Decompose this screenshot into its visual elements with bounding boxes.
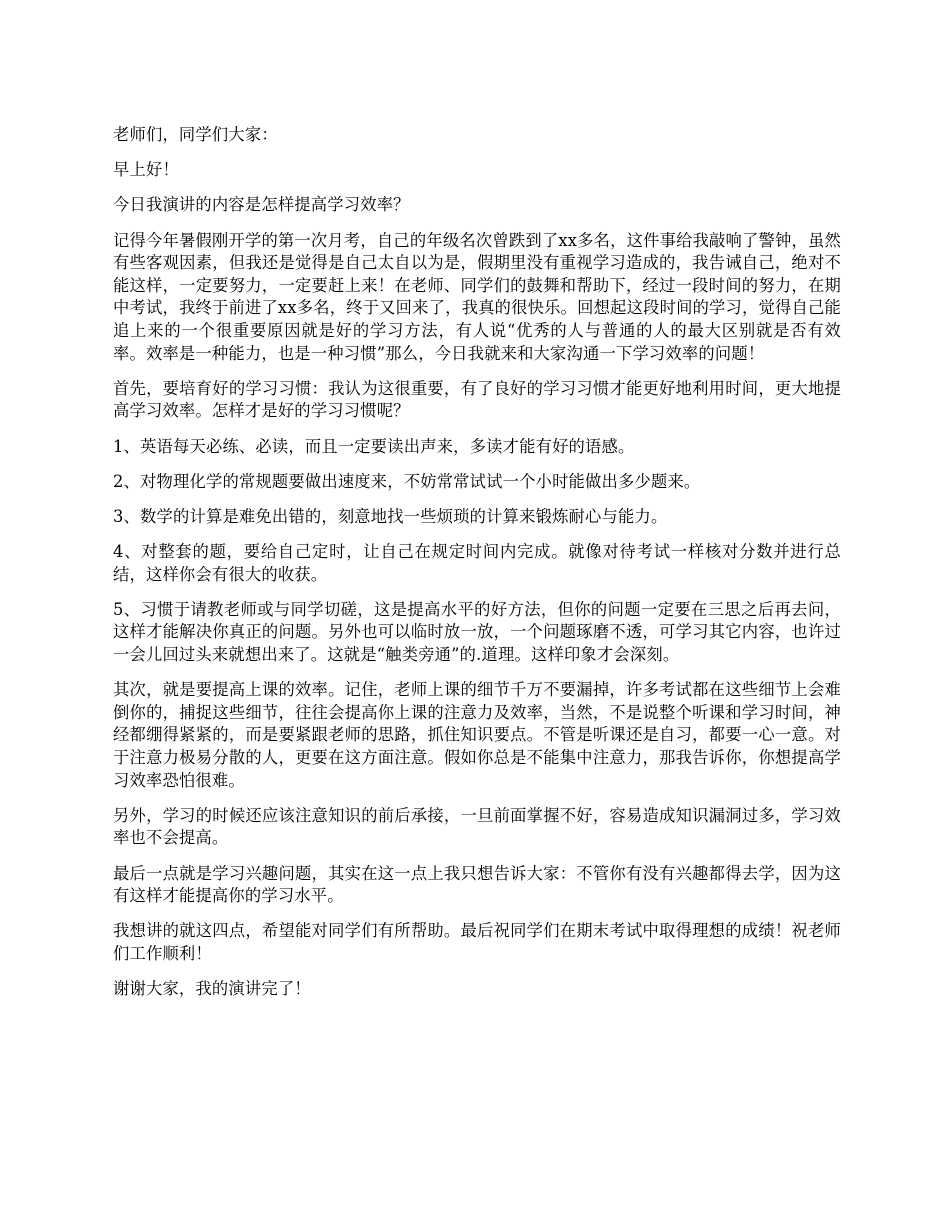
- salutation: 老师们，同学们大家：: [113, 125, 278, 144]
- paragraph-class-efficiency: 其次，就是要提高上课的效率。记住，老师上课的细节千万不要漏掉，许多考试都在这些细节上会难倒你的，捕捉这些细节，往往会提高你上课的注意力及效率，当然，不是说整个听课和学习时间，神经都绷得紧紧的，而是要紧跟老师的思路，抓住知识要点。不管是听课还是自习，都要一心一意。对于注意力极易分散的人，更要在这方面注意。假如你总是不能集中注意力，那我告诉你，你想提高学习效率恐怕很难。: [113, 680, 841, 790]
- thanks: 谢谢大家，我的演讲完了！: [113, 979, 311, 999]
- list-item-2: 2、对物理化学的常规题要做出速度来，不妨常常试试一个小时能做出多少题来。: [113, 471, 701, 491]
- paragraph-habits: 首先，要培育好的学习习惯：我认为这很重要，有了良好的学习习惯才能更好地利用时间，更大地提高学习效率。怎样才是好的学习习惯呢？: [113, 378, 841, 421]
- paragraph-closing: 我想讲的就这四点，希望能对同学们有所帮助。最后祝同学们在期末考试中取得理想的成绩！祝老师们工作顺利！: [113, 921, 841, 963]
- paragraph-knowledge: 另外，学习的时候还应该注意知识的前后承接，一旦前面掌握不好，容易造成知识漏洞过多，学习效率也不会提高。: [113, 805, 841, 848]
- list-item-3: 3、数学的计算是难免出错的，刻意地找一些烦琐的计算来锻炼耐心与能力。: [113, 506, 668, 526]
- document-body: [113, 124, 841, 1013]
- list-item-4: 4、对整套的题，要给自己定时，让自己在规定时间内完成。就像对待考试一样核对分数并进行总结，这样你会有很大的收获。: [113, 542, 841, 584]
- greeting: 早上好！: [113, 160, 179, 180]
- paragraph-interest: 最后一点就是学习兴趣问题，其实在这一点上我只想告诉大家：不管你有没有兴趣都得去学，因为这有这样才能提高你的学习水平。: [113, 863, 841, 906]
- paragraph-story: 记得今年暑假刚开学的第一次月考，自己的年级名次曾跌到了xx多名，这件事给我敲响了警钟，虽然有些客观因素，但我还是觉得是自己太自以为是，假期里没有重视学习造成的，我告诫自己，绝对不能这样，一定要努力，一定要赶上来！在老师、同学们的鼓舞和帮助下，经过一段时间的努力，在期中考试，我终于前进了xx多名，终于又回来了，我真的很快乐。回想起这段时间的学习，觉得自己能追上来的一个很重要原因就是好的学习方法，有人说“优秀的人与普通的人的最大区别就是否有效率。效率是一种能力，也是一种习惯”那么，今日我就来和大家沟通一下学习效率的问题！: [113, 230, 841, 363]
- list-item-5: 5、习惯于请教老师或与同学切磋，这是提高水平的好方法，但你的问题一定要在三思之后再去问，这样才能解决你真正的问题。另外也可以临时放一放，一个问题琢磨不透，可学习其它内容，也许过一会儿回过头来就想出来了。这就是“触类旁通”的.道理。这样印象才会深刻。: [113, 599, 841, 665]
- list-item-1: 1、英语每天必练、必读，而且一定要读出声来，多读才能有好的语感。: [113, 436, 635, 456]
- topic-intro: 今日我演讲的内容是怎样提高学习效率？: [113, 195, 410, 215]
